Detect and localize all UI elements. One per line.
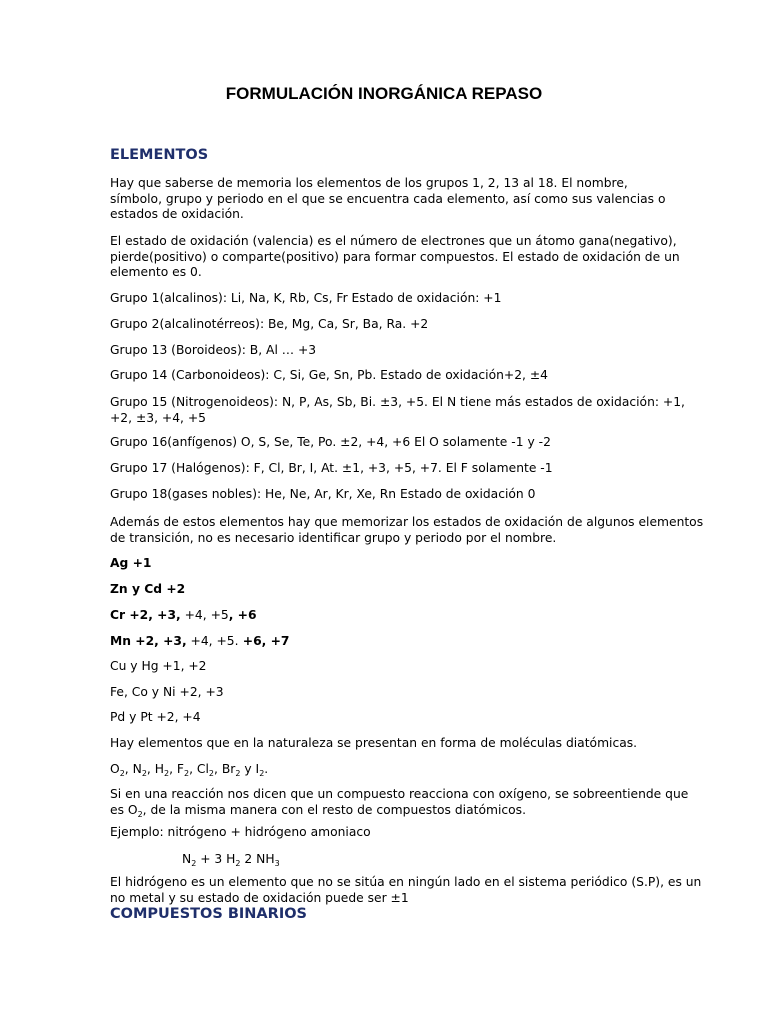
subscript: 2 [141, 769, 147, 778]
section-heading-elementos: ELEMENTOS [110, 147, 209, 163]
formula-br: Br [221, 762, 236, 776]
subscript: 2 [119, 769, 125, 778]
period: . [264, 762, 269, 776]
group-13-line: Grupo 13 (Boroideos): B, Al … +3 [110, 343, 317, 357]
section-heading-compuestos-binarios: COMPUESTOS BINARIOS [110, 906, 307, 922]
reaction-line [110, 803, 662, 819]
intro-line: estados de oxidación. [110, 207, 244, 221]
separator: , [146, 762, 155, 776]
intro-line: Hay que saberse de memoria los elementos de los grupos 1, 2, 13 al 18. El nombre, [110, 176, 628, 190]
group-15-line: +2, ±3, +4, +5 [110, 410, 206, 425]
subscript: 2 [208, 769, 215, 778]
transition-intro-line: de transición, no es necesario identificar grupo y periodo por el nombre. [110, 530, 557, 545]
group-15-line: Grupo 15 (Nitrogenoideos): N, P, As, Sb, Bi. ±3, +5. El N tiene más estados de oxidación: +1, [110, 395, 685, 409]
subscript: 2 [191, 859, 197, 868]
subscript: 2 [183, 769, 190, 778]
diatomic-list [110, 762, 662, 778]
subscript: 2 [259, 769, 265, 778]
mn-normal: +4, +5. [186, 634, 239, 648]
intro-paragraph [110, 176, 666, 223]
transition-pd: Pd y Pt +2, +4 [110, 710, 201, 724]
subscript: 2 [235, 859, 241, 868]
group-14-line: Grupo 14 (Carbonoideos): C, Si, Ge, Sn, Pb. Estado de oxidación+2, ±4 [110, 368, 548, 382]
definition-line: pierde(positivo) o comparte(positivo) para formar compuestos. El estado de oxidación de un [110, 249, 680, 264]
reaction-line: Si en una reacción nos dicen que un compuesto reacciona con oxígeno, se sobreentiende que [110, 787, 689, 801]
transition-intro-line: Además de estos elementos hay que memorizar los estados de oxidación de algunos elementos [110, 515, 704, 529]
group-1-line: Grupo 1(alcalinos): Li, Na, K, Rb, Cs, Fr Estado de oxidación: +1 [110, 291, 502, 305]
hydrogen-paragraph [110, 875, 702, 906]
formula-cl: Cl [196, 762, 209, 776]
transition-cu: Cu y Hg +1, +2 [110, 659, 207, 673]
transition-intro [110, 515, 704, 546]
cr-normal: +4, +5 [180, 608, 229, 622]
equation-h: + 3 H [196, 852, 236, 866]
separator: , [169, 762, 177, 776]
cr-bold-2: , +6 [228, 608, 257, 622]
diatomic-intro: Hay elementos que en la naturaleza se presentan en forma de moléculas diatómicas. [110, 736, 638, 750]
transition-fe: Fe, Co y Ni +2, +3 [110, 685, 224, 699]
group-16-line: Grupo 16(anfígenos) O, S, Se, Te, Po. ±2, +4, +6 El O solamente -1 y -2 [110, 435, 551, 449]
equation-n: N [182, 852, 192, 866]
separator: , [124, 762, 133, 776]
definition-line: elemento es 0. [110, 265, 202, 279]
example-line: Ejemplo: nitrógeno + hidrógeno amoniaco [110, 825, 371, 839]
transition-cr [110, 608, 662, 624]
reaction-paragraph [110, 787, 689, 819]
transition-ag: Ag +1 [110, 556, 152, 570]
formula-f: F [176, 762, 184, 776]
hydrogen-line: El hidrógeno es un elemento que no se sitúa en ningún lado en el sistema periódico (S.P), es un [110, 875, 702, 889]
intro-line: símbolo, grupo y periodo en el que se encuentra cada elemento, así como sus valencias o [110, 191, 666, 206]
page-title: FORMULACIÓN INORGÁNICA REPASO [225, 84, 543, 103]
formula-o: O [110, 762, 120, 776]
mn-bold-2: +6, +7 [238, 634, 290, 648]
transition-zn: Zn y Cd +2 [110, 582, 186, 596]
group-18-line: Grupo 18(gases nobles): He, Ne, Ar, Kr, Xe, Rn Estado de oxidación 0 [110, 487, 536, 501]
subscript: 3 [274, 859, 280, 868]
hydrogen-line: no metal y su estado de oxidación puede ser ±1 [110, 890, 409, 905]
separator: , [214, 762, 222, 776]
subscript: 2 [137, 809, 143, 819]
group-2-line: Grupo 2(alcalinotérreos): Be, Mg, Ca, Sr, Ba, Ra. +2 [110, 317, 429, 331]
formula-n: N [132, 762, 142, 776]
reaction-text: , de la misma manera con el resto de compuestos diatómicos. [142, 802, 526, 817]
formula-i: I [255, 762, 260, 776]
chemical-equation [182, 852, 482, 868]
group-17-line: Grupo 17 (Halógenos): F, Cl, Br, I, At. ±1, +3, +5, +7. El F solamente -1 [110, 461, 553, 475]
group-15-paragraph [110, 395, 685, 426]
transition-mn [110, 634, 662, 650]
mn-bold: Mn +2, +3, [110, 634, 187, 648]
reaction-text: es O [110, 802, 138, 817]
definition-line: El estado de oxidación (valencia) es el número de electrones que un átomo gana(negativo), [110, 234, 677, 248]
subscript: 2 [163, 769, 170, 778]
formula-h: H [154, 762, 164, 776]
cr-bold: Cr +2, +3, [110, 608, 181, 622]
conjunction: y [240, 762, 256, 776]
separator: , [189, 762, 197, 776]
subscript: 2 [235, 769, 241, 778]
oxidation-definition [110, 234, 680, 281]
equation-nh: 2 NH [240, 852, 275, 866]
